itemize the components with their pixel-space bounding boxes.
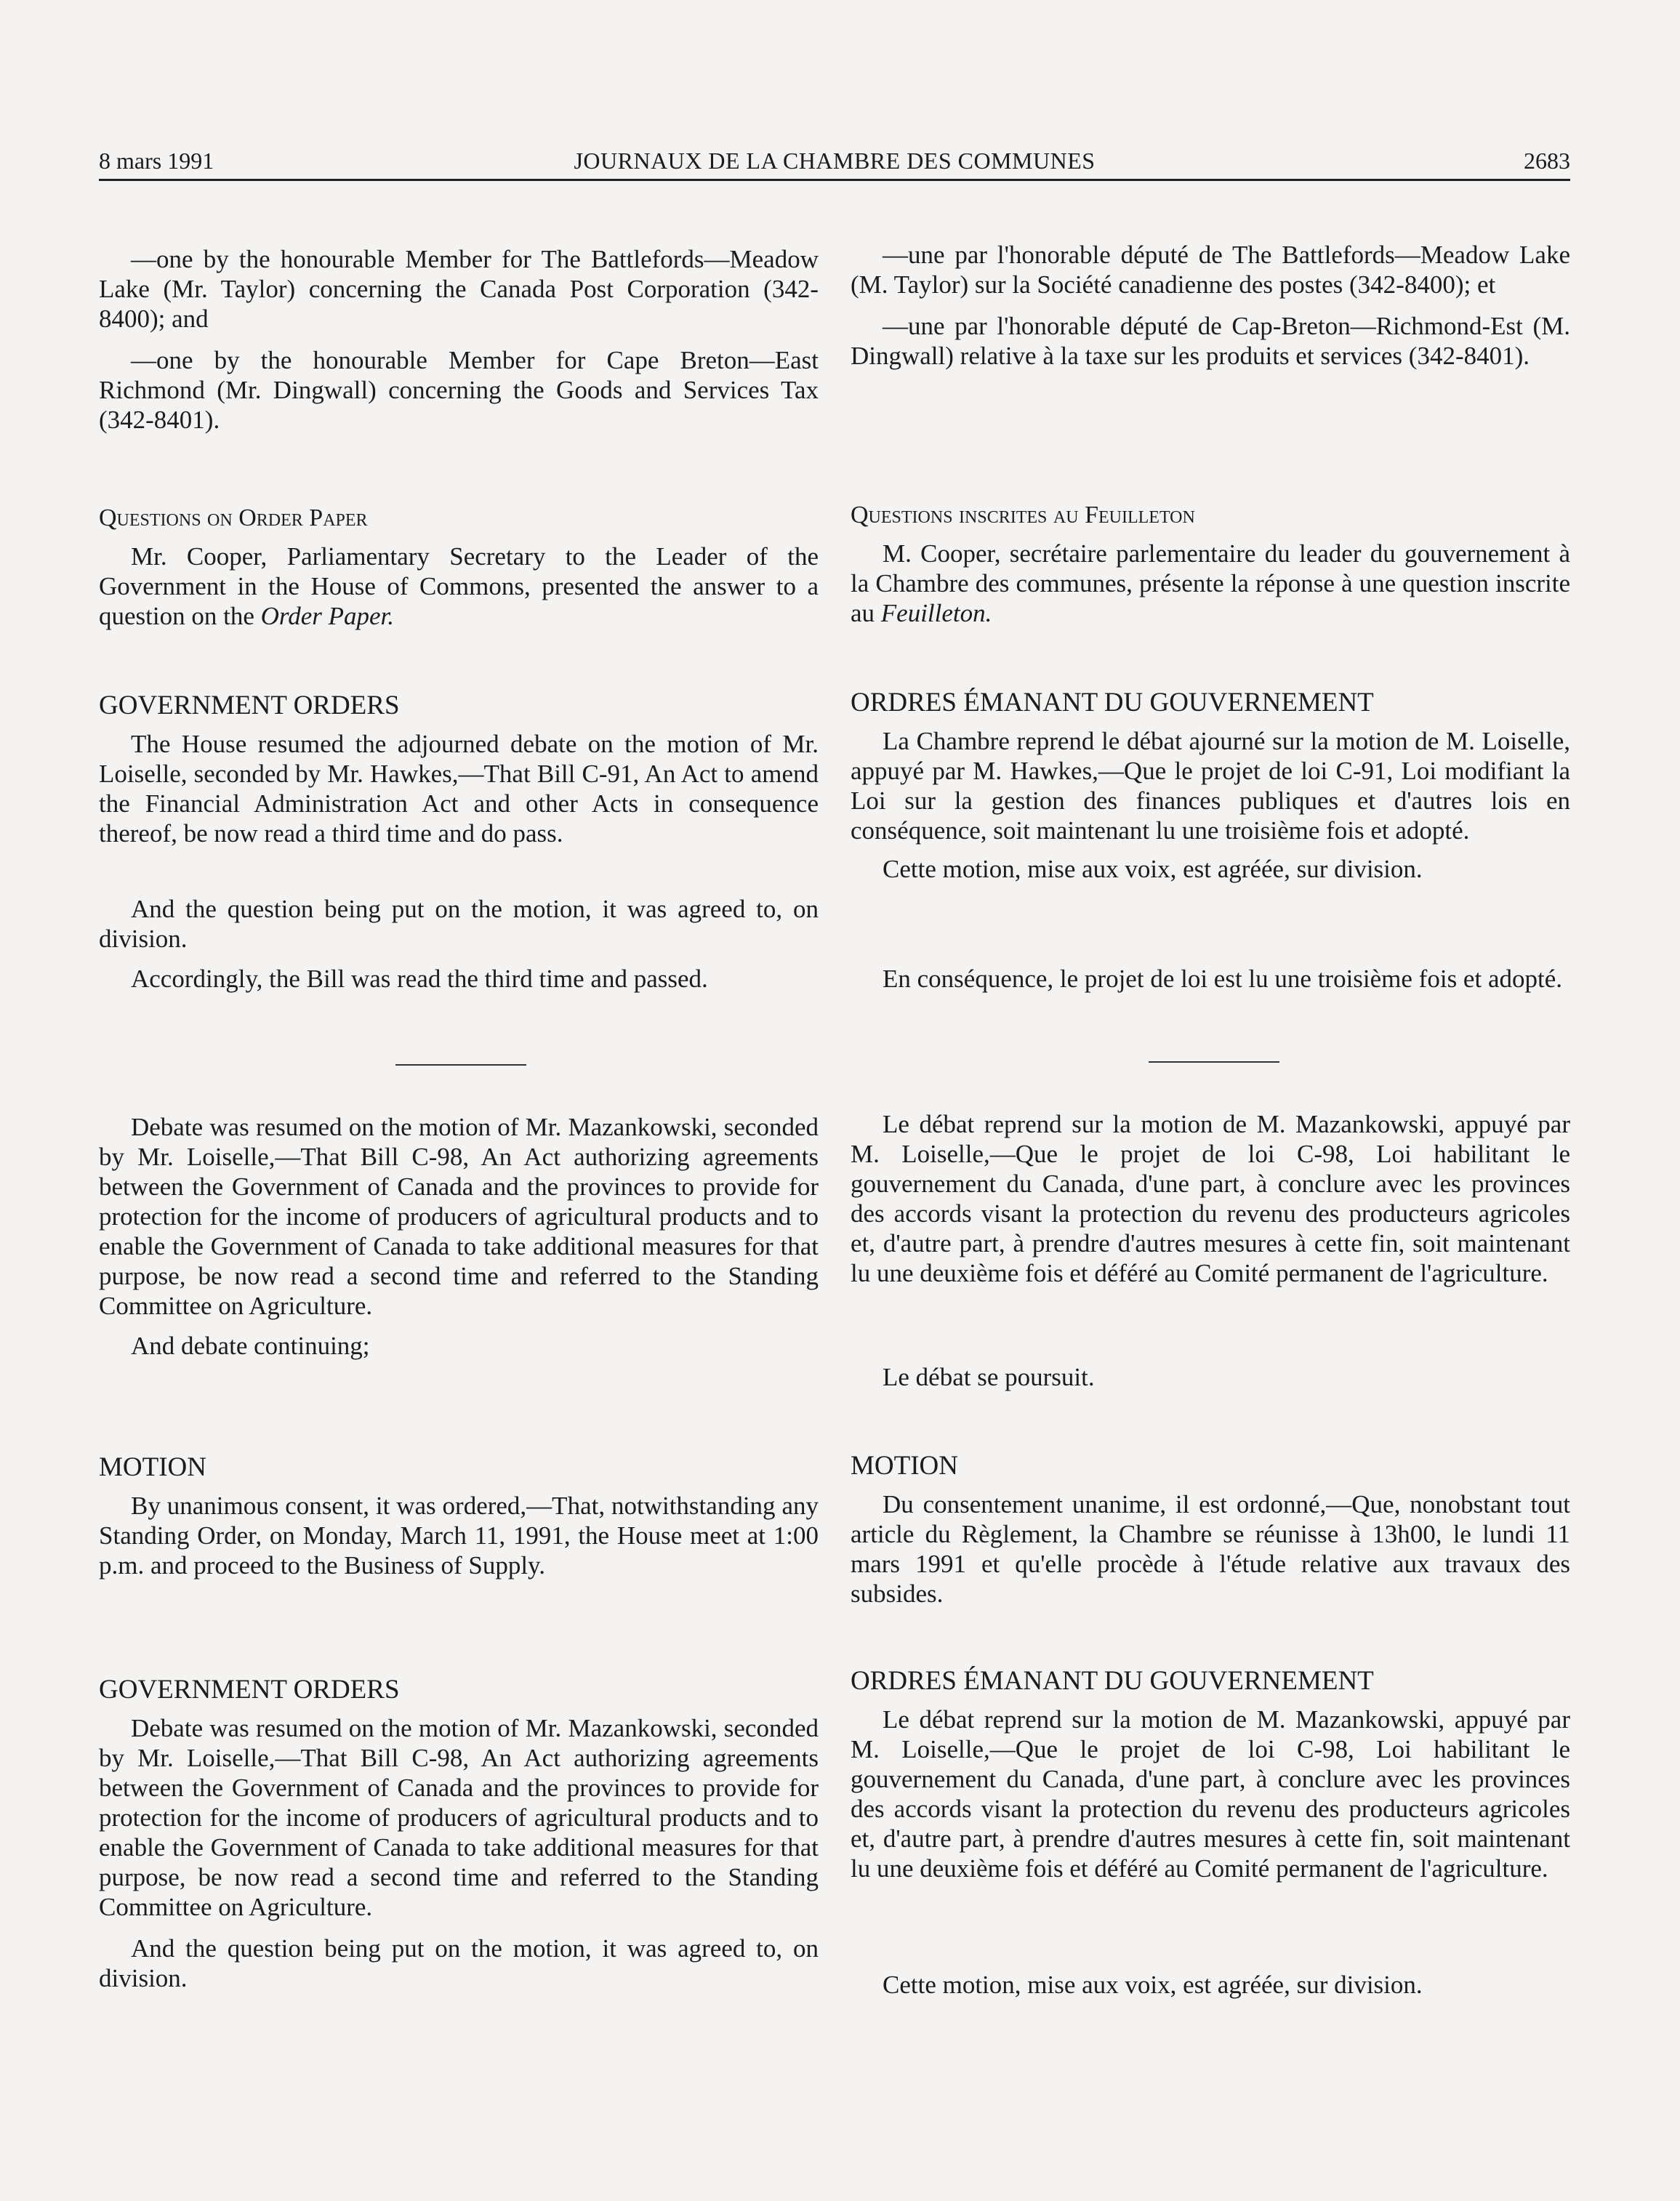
fr-block-gov-orders-2 [851,1666,1570,1883]
en-para-debate-continuing: And debate continuing; [131,1332,370,1360]
fr-para-unanimous-consent: Du consentement unanime, il est ordonné,—Que, nonobstant tout article du Règlement, la Chambre se réunisse à 13h00, le lundi 11 mars 1991 et qu'elle procède à l'étude relative aux travaux des subsides. [851,1490,1570,1608]
en-para-bill-passed: Accordingly, the Bill was read the third time and passed. [131,965,708,993]
en-para-cooper [99,542,819,631]
en-heading-motion: MOTION [99,1452,206,1482]
fr-para-bill-c91: La Chambre reprend le débat ajourné sur la motion de M. Loiselle, appuyé par M. Hawkes,—Que le projet de loi C-91, Loi modifiant la Loi sur la gestion des finances publiques et d'autres lois en conséquence, soit maintenant lu une troisième fois et adopté. [851,727,1570,845]
fr-block-gov-orders-1 [851,688,1570,884]
fr-block-1 [851,240,1570,371]
fr-heading-questions: Questions inscrites au Feuilleton [851,502,1195,528]
fr-block-passed [851,964,1570,994]
en-para-cape-breton: —one by the honourable Member for Cape Breton—East Richmond (Mr. Dingwall) concerning the Goods and Services Tax (342-8401). [99,346,819,434]
en-block-gov-orders-2 [99,1675,819,1993]
fr-para-bill-passed: En conséquence, le projet de loi est lu une troisième fois et adopté. [883,965,1562,993]
fr-heading-motion: MOTION [851,1451,958,1481]
en-heading-gov-orders-2: GOVERNMENT ORDERS [99,1675,400,1705]
fr-para-debate-continues: Le débat se poursuit. [883,1363,1095,1391]
en-para-unanimous-consent: By unanimous consent, it was ordered,—That, notwithstanding any Standing Order, on Monday, March 11, 1991, the House meet at 1:00 p.m. and proceed to the Business of Supply. [99,1492,819,1580]
en-section-rule [395,1064,526,1066]
fr-para-battlefords: —une par l'honorable député de The Battlefords—Meadow Lake (M. Taylor) sur la Société canadienne des postes (342-8400); et [851,241,1570,299]
en-para-agreed-division-2: And the question being put on the motion, it was agreed to, on division. [99,1934,819,1992]
en-para-c98-debate: Debate was resumed on the motion of Mr. Mazankowski, seconded by Mr. Loiselle,—That Bill C-98, An Act authorizing agreements between the Government of Canada and the provinces to provide for protection for the income of producers of agricultural products and to enable the Government of Canada to take additional measures for that purpose, be now read a second time and referred to the Standing Committee on Agriculture. [99,1113,819,1320]
fr-cooper-text: M. Cooper, secrétaire parlementaire du leader du gouvernement à la Chambre des communes, présente la réponse à une question inscrite au [851,539,1570,627]
en-para-agreed-division: And the question being put on the motion, it was agreed to, on division. [99,895,819,953]
en-cooper-text: Mr. Cooper, Parliamentary Secretary to the Leader of the Government in the House of Commons, presented the answer to a question on the [99,542,819,630]
en-para-bill-c91: The House resumed the adjourned debate on the motion of Mr. Loiselle, seconded by Mr. Hawkes,—That Bill C-91, An Act to amend the Financial Administration Act and other Acts in consequence thereof, be now read a third time and do pass. [99,730,819,848]
header-page-number: 2683 [1524,148,1570,174]
en-block-1 [99,244,819,435]
header-date: 8 mars 1991 [99,148,214,174]
fr-block-debate-continues [851,1362,1570,1392]
en-block-c98 [99,1112,819,1361]
en-block-questions [99,503,819,631]
en-order-paper-italic: Order Paper. [260,602,395,630]
en-para-c98-debate-2: Debate was resumed on the motion of Mr. Mazankowski, seconded by Mr. Loiselle,—That Bill C-98, An Act authorizing agreements between the Government of Canada and the provinces to provide for protection for the income of producers of agricultural products and to enable the Government of Canada to take additional measures for that purpose, be now read a second time and referred to the Standing Committee on Agriculture. [99,1714,819,1921]
fr-para-c98-debate: Le débat reprend sur la motion de M. Mazankowski, appuyé par M. Loiselle,—Que le projet de loi C-98, Loi habilitant le gouvernement du Canada, d'une part, à conclure avec les provinces des accords visant la protection du revenu des producteurs agricoles et, d'autre part, à prendre d'autres mesures à cette fin, soit maintenant lu une deuxième fois et déféré au Comité permanent de l'agriculture. [851,1110,1570,1287]
fr-section-rule [1149,1061,1279,1063]
en-block-motion [99,1452,819,1580]
fr-block-c98 [851,1109,1570,1288]
en-block-agreed [99,894,819,994]
header-journal-title: JOURNAUX DE LA CHAMBRE DES COMMUNES [574,148,1096,174]
en-heading-questions: Questions on Order Paper [99,504,368,531]
running-header [99,144,1570,181]
fr-block-motion [851,1451,1570,1609]
en-block-gov-orders-1 [99,691,819,848]
en-para-battlefords: —one by the honourable Member for The Battlefords—Meadow Lake (Mr. Taylor) concerning the Canada Post Corporation (342-8400); and [99,245,819,333]
fr-feuilleton-italic: Feuilleton. [880,599,992,627]
fr-para-agreed-division: Cette motion, mise aux voix, est agréée, sur division. [883,855,1423,883]
fr-para-c98-debate-2: Le débat reprend sur la motion de M. Mazankowski, appuyé par M. Loiselle,—Que le projet de loi C-98, Loi habilitant le gouvernement du Canada, d'une part, à conclure avec les provinces des accords visant la protection du revenu des producteurs agricoles et, d'autre part, à prendre d'autres mesures à cette fin, soit maintenant lu une deuxième fois et déféré au Comité permanent de l'agriculture. [851,1705,1570,1883]
fr-block-questions [851,500,1570,628]
fr-heading-gov-orders-2: ORDRES ÉMANANT DU GOUVERNEMENT [851,1666,1374,1696]
fr-para-agreed-division-2: Cette motion, mise aux voix, est agréée, sur division. [883,1971,1423,1999]
en-heading-gov-orders-1: GOVERNMENT ORDERS [99,691,400,720]
fr-para-cap-breton: —une par l'honorable député de Cap-Breton—Richmond-Est (M. Dingwall) relative à la taxe sur les produits et services (342-8401). [851,312,1570,370]
fr-heading-gov-orders-1: ORDRES ÉMANANT DU GOUVERNEMENT [851,688,1374,717]
fr-para-cooper [851,539,1570,628]
fr-block-agreed-2 [851,1970,1570,2000]
